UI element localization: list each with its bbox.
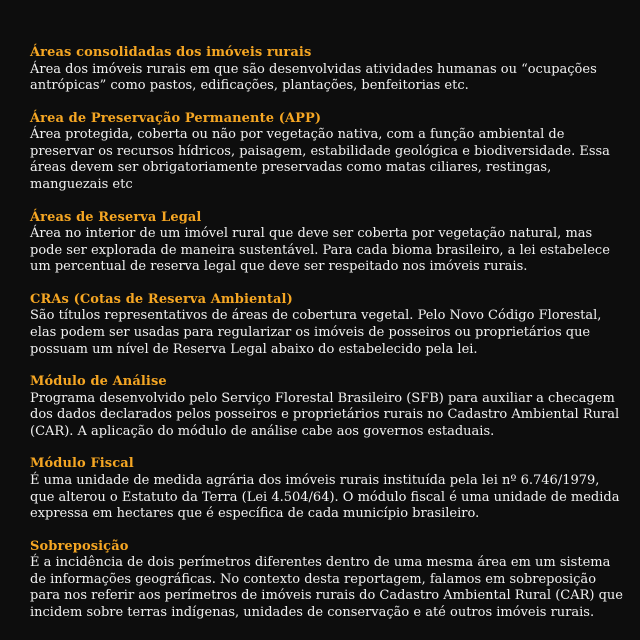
entry-term: Módulo de Análise [30, 374, 167, 390]
glossary [30, 45, 626, 638]
glossary-entry-cras [30, 292, 626, 358]
entry-term: CRAs (Cotas de Reserva Ambiental) [30, 291, 293, 307]
glossary-entry-sobreposicao [30, 539, 626, 622]
entry-definition: Área dos imóveis rurais em que são desenvolvidas atividades humanas ou “ocupações antrópicas” como pastos, edificações, plantações, benfeitorias etc. [30, 61, 597, 94]
glossary-entry-modulo-analise [30, 374, 626, 440]
entry-definition: É a incidência de dois perímetros diferentes dentro de uma mesma área em um sistema de informações geográficas. No contexto desta reportagem, falamos em sobreposição para nos referir aos perímetros de imóveis rurais do Cadastro Ambiental Rural (CAR) que incidem sobre terras indígenas, unidades de conservação e até outros imóveis rurais. [30, 555, 623, 620]
entry-definition: É uma unidade de medida agrária dos imóveis rurais instituída pela lei nº 6.746/1979, que alterou o Estatuto da Terra (Lei 4.504/64). O módulo fiscal é uma unidade de medida expressa em hectares que é específica de cada município brasileiro. [30, 472, 620, 522]
entry-term: Módulo Fiscal [30, 456, 134, 472]
entry-definition: Área protegida, coberta ou não por vegetação nativa, com a função ambiental de preservar os recursos hídricos, paisagem, estabilidade geológica e biodiversidade. Essa áreas devem ser obrigatoriamente preservadas como matas ciliares, restingas, manguezais etc [30, 127, 610, 192]
entry-term: Área de Preservação Permanente (APP) [30, 110, 322, 126]
glossary-entry-modulo-fiscal [30, 456, 626, 522]
entry-definition: Área no interior de um imóvel rural que deve ser coberta por vegetação natural, mas pode ser explorada de maneira sustentável. Para cada bioma brasileiro, a lei estabelece um percentual de reserva legal que deve ser respeitado nos imóveis rurais. [30, 226, 610, 275]
entry-definition: São títulos representativos de áreas de cobertura vegetal. Pelo Novo Código Florestal, elas podem ser usadas para regularizar os imóveis de posseiros ou proprietários que possuam um nível de Reserva Legal abaixo do estabelecido pela lei. [30, 308, 602, 357]
glossary-entry-app [30, 111, 626, 194]
entry-term: Áreas de Reserva Legal [30, 209, 202, 225]
glossary-entry-areas-consolidadas [30, 45, 626, 95]
glossary-entry-reserva-legal [30, 210, 626, 276]
entry-term: Sobreposição [30, 538, 129, 554]
entry-term: Áreas consolidadas dos imóveis rurais [30, 45, 312, 60]
entry-definition: Programa desenvolvido pelo Serviço Florestal Brasileiro (SFB) para auxiliar a checagem dos dados declarados pelos posseiros e proprietários rurais no Cadastro Ambiental Rural (CAR). A aplicação do módulo de análise cabe aos governos estaduais. [30, 390, 620, 439]
